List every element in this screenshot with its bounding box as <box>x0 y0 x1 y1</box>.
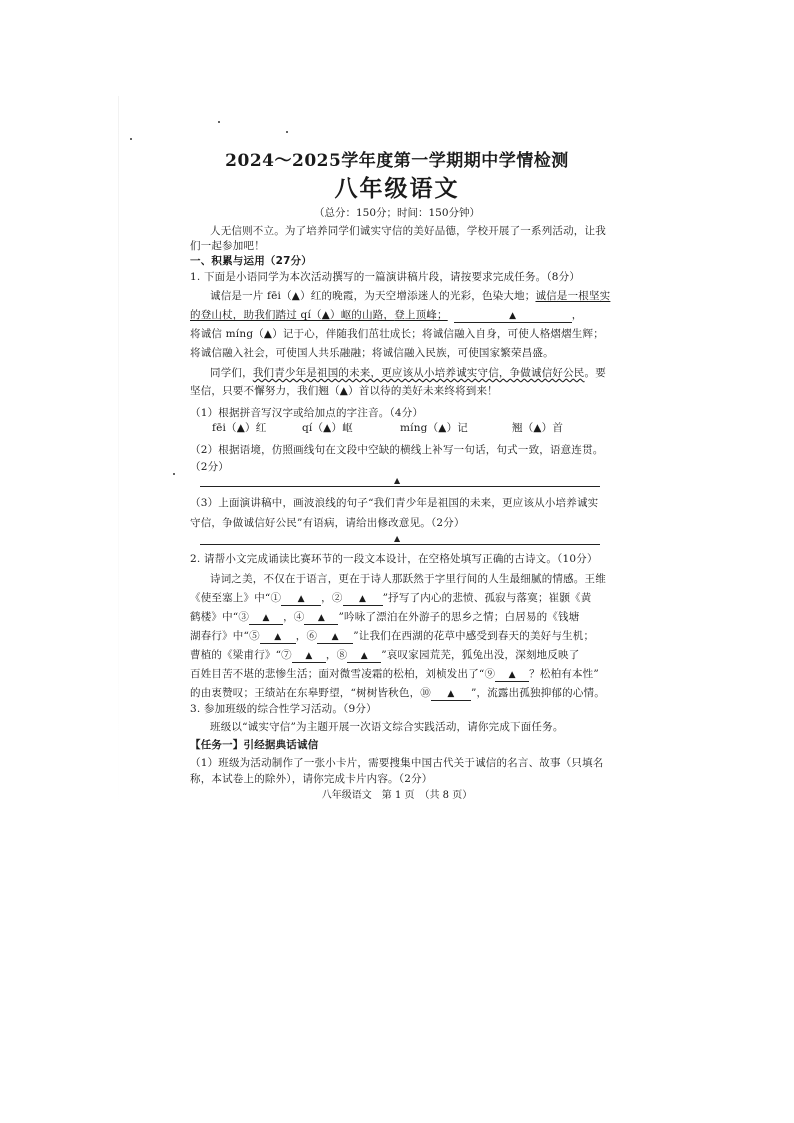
pinyin-item-2[interactable]: qí（▲）岖 <box>302 422 353 434</box>
q2-text: 湖春行》中“⑤ <box>190 630 260 642</box>
q2-text: 的由衷赞叹；王绩站在东皋野望，“树树皆秋色，⑩ <box>190 687 431 699</box>
q1-text: 。要 <box>584 367 606 379</box>
q1-para-line-5 <box>190 366 630 381</box>
q2-stem: 2. 请帮小文完成诵读比赛环节的一段文本设计，在空格处填写正确的古诗文。（10分） <box>190 553 598 565</box>
pinyin-item-3[interactable]: míng（▲）记 <box>400 422 468 434</box>
q2-text: ？松柏有本性” <box>529 668 599 680</box>
q2-text: 鹤楼》中“③ <box>190 611 250 623</box>
q3-sub1: （1）班级为活动制作了一张小卡片，需要搜集中国古代关于诚信的名言、故事（只填名 <box>190 757 604 769</box>
poem-blank-8[interactable]: ▲ <box>347 650 381 663</box>
poem-blank-3[interactable]: ▲ <box>249 612 283 625</box>
subject-title: 八年级语文 <box>334 176 460 202</box>
q2-text: ”哀叹家园荒芜，狐兔出没，深刻地反映了 <box>381 649 580 661</box>
q2-text: 《使至塞上》中“① <box>190 592 282 604</box>
poem-blank-6[interactable]: ▲ <box>317 631 353 644</box>
q2-text: ”让我们在西湖的花草中感受到春天的美好与生机； <box>353 630 595 642</box>
intro-line-1: 人无信则不立。为了培养同学们诚实守信的美好品德，学校开展了一系列活动，让我 <box>210 225 606 237</box>
q2-text: ”抒写了内心的悲愤、孤寂与落寞；崔颢《黄 <box>382 592 592 604</box>
q1-model-sentence-cont: 的登山杖，助我们踏过 qí（▲）岖的山路， <box>190 309 395 321</box>
q1-sub2-answer-line[interactable] <box>200 486 600 487</box>
q1-sub1: （1）根据拼音写汉字或给加点的字注音。（4分） <box>190 407 424 419</box>
q2-text: ”，流露出孤独抑郁的心情。 <box>470 687 605 699</box>
scan-speck <box>173 473 175 475</box>
q1-fill-blank[interactable]: ▲ <box>454 310 572 323</box>
q2-text: ”吟咏了漂泊在外游子的思乡之情；白居易的《钱塘 <box>338 611 580 623</box>
q1-sub3-cont: 守信，争做诚信好公民”有语病，请给出修改意见。（2分） <box>190 517 465 529</box>
section-heading: 一、积累与运用（27分） <box>190 255 313 267</box>
pinyin-item-4[interactable]: 翘（▲）首 <box>512 422 564 434</box>
q2-text: ，⑥ <box>295 630 318 642</box>
poem-blank-5[interactable]: ▲ <box>260 631 296 644</box>
page-footer: 八年级语文 第 1 页 （共 8 页） <box>321 790 473 801</box>
q1-sub2-score: （2分） <box>190 461 229 473</box>
q1-stem: 1. 下面是小语同学为本次活动撰写的一篇演讲稿片段，请按要求完成任务。（8分） <box>190 271 581 283</box>
intro-line-2: 们一起参加吧！ <box>190 240 265 252</box>
q2-text: ，② <box>321 592 343 604</box>
q1-para-line-1 <box>190 289 630 304</box>
q2-line-5 <box>190 648 610 663</box>
pinyin-item-1[interactable]: fēi（▲）红 <box>212 422 267 434</box>
q2-text: 百姓目苦不堪的悲惨生活；面对微雪凌霜的松柏，刘桢发出了“⑨ <box>190 668 496 680</box>
score-time-info: （总分：150分；时间：150分钟） <box>313 207 481 219</box>
q1-wavy-sentence: 我们青少年是祖国的未来，更应该从小培养诚实守信，争做诚信好公民 <box>252 367 585 379</box>
q1-para-line-6: 坚信，只要不懈努力，我们翘（▲）首以待的美好未来终将到来！ <box>190 385 498 397</box>
poem-blank-2[interactable]: ▲ <box>343 593 383 606</box>
q1-text: 诚信是一片 fēi（▲）红的晚霞，为天空增添迷人的光彩，色染大地； <box>210 290 536 302</box>
poem-blank-7[interactable]: ▲ <box>292 650 326 663</box>
answer-marker: ▲ <box>394 534 401 543</box>
q2-line-4 <box>190 629 610 644</box>
q3-stem: 3. 参加班级的综合性学习活动。（9分） <box>190 703 377 715</box>
q2-line-2 <box>190 591 610 606</box>
q2-text: ，④ <box>283 611 305 623</box>
exam-title: 2024～2025学年度第一学期期中学情检测 <box>225 151 569 171</box>
q2-line-1: 诗词之美，不仅在于语言，更在于诗人那跃然于字里行间的人生最细腻的情感。王维 <box>210 573 606 585</box>
q1-para-line-3: 将诚信 míng（▲）记于心，伴随我们茁壮成长；将诚信融入自身，可使人格熠熠生辉； <box>190 328 604 340</box>
q2-text: ，⑧ <box>325 649 348 661</box>
scan-speck <box>218 121 220 123</box>
poem-blank-10[interactable]: ▲ <box>431 688 471 701</box>
q2-line-7 <box>190 686 610 701</box>
q1-para-line-2 <box>190 308 610 323</box>
scan-speck <box>130 138 132 140</box>
q1-text: 同学们， <box>210 367 253 379</box>
q2-text: 曹植的《梁甫行》“⑦ <box>190 649 292 661</box>
q2-line-6 <box>190 667 610 682</box>
q1-sub3-answer-line[interactable] <box>200 544 600 545</box>
poem-blank-1[interactable]: ▲ <box>281 593 321 606</box>
poem-blank-9[interactable]: ▲ <box>495 669 529 682</box>
q1-comma: ， <box>571 309 583 321</box>
task-one-heading: 【任务一】引经据典话诚信 <box>190 739 319 751</box>
q1-model-sentence: 诚信是一根坚实 <box>535 290 611 302</box>
answer-marker: ▲ <box>394 476 401 485</box>
poem-blank-4[interactable]: ▲ <box>304 612 338 625</box>
q1-sub2: （2）根据语境，仿照画线句在文段中空缺的横线上补写一句话，句式一致，语意连贯。 <box>190 444 604 456</box>
q1-para-line-4: 将诚信融入社会，可使国人共乐融融；将诚信融入民族，可使国家繁荣昌盛。 <box>190 347 554 359</box>
q3-sub1-cont: 称，本试卷上的除外），请你完成卡片内容。（2分） <box>190 773 433 785</box>
scan-speck <box>286 131 288 133</box>
scan-edge <box>118 96 119 816</box>
q3-line-1: 班级以“诚实守信”为主题开展一次语文综合实践活动，请你完成下面任务。 <box>210 721 564 733</box>
q1-sub3: （3）上面演讲稿中，画波浪线的句子“我们青少年是祖国的未来，更应该从小培养诚实 <box>190 497 599 509</box>
q2-line-3 <box>190 610 610 625</box>
q1-model-sentence-end: 登上顶峰； <box>394 309 448 321</box>
